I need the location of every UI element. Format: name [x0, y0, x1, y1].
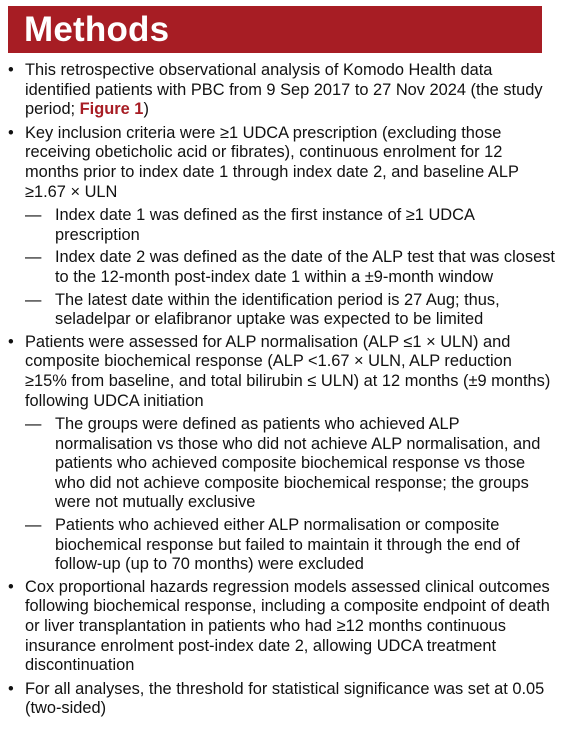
sub-bullet-index-date-2: [8, 248, 558, 287]
section-title: Methods: [24, 10, 170, 49]
bullet-text-end: ): [143, 100, 149, 119]
sub-bullet-latest-date: [8, 291, 558, 330]
methods-list: [8, 61, 558, 723]
bullet-marker: •: [8, 61, 14, 79]
bullet-text: This retrospective observational analysis of Komodo Health data identified patients with PBC from 9 Sep 2017 to 27 Nov 2024 (the study period;: [25, 61, 543, 119]
bullet-text: Key inclusion criteria were ≥1 UDCA prescription (excluding those receiving obeticholic acid or fibrates), continuous enrolment for 12 months prior to index date 1 through index date 2, and baseline ALP ≥1.67 × ULN: [25, 123, 519, 201]
bullet-cox-models: [8, 578, 558, 676]
figure-1-link[interactable]: Figure 1: [79, 100, 144, 119]
sub-bullet-exclusions: [8, 516, 558, 575]
bullet-study-design: [8, 61, 558, 120]
bullet-text: Cox proportional hazards regression models assessed clinical outcomes following biochemical response, including a composite endpoint of death or liver transplantation in patients who had ≥12 months continuous insurance enrolment post-index date 2, allowing UDCA treatment discontinuation: [25, 577, 550, 675]
dash-marker: —: [25, 516, 42, 535]
sub-bullet-text: Index date 1 was defined as the first instance of ≥1 UDCA prescription: [55, 206, 474, 244]
bullet-marker: •: [8, 577, 14, 596]
sub-bullet-text: The latest date within the identification period is 27 Aug; thus, seladelpar or elafibranor uptake was expected to be limited: [55, 290, 500, 329]
dash-marker: —: [25, 415, 42, 434]
sub-bullet-index-date-1: [8, 206, 558, 245]
bullet-marker: •: [8, 123, 14, 142]
bullet-text: For all analyses, the threshold for statistical significance was set at 0.05 (two-sided): [25, 679, 545, 718]
dash-marker: —: [25, 290, 42, 309]
dash-marker: —: [25, 206, 42, 225]
dash-marker: —: [25, 248, 42, 267]
sub-bullet-text: The groups were defined as patients who achieved ALP normalisation vs those who did not achieve ALP normalisation, and patients who achieved composite biochemical response vs those who did not achieve composite biochemical response; the groups were not mutually exclusive: [55, 415, 541, 512]
section-header: [8, 6, 542, 53]
bullet-marker: •: [8, 679, 14, 698]
bullet-significance: [8, 680, 558, 719]
sub-bullet-text: Index date 2 was defined as the date of the ALP test that was closest to the 12-month post-index date 1 within a ±9-month window: [55, 248, 555, 286]
bullet-marker: •: [8, 332, 14, 351]
bullet-response-assessment: [8, 333, 558, 411]
bullet-text: Patients were assessed for ALP normalisation (ALP ≤1 × ULN) and composite biochemical response (ALP <1.67 × ULN, ALP reduction ≥15% from baseline, and total bilirubin ≤ ULN) at 12 months (±9 months) following UDCA initiation: [25, 332, 551, 410]
sub-bullet-groups: [8, 415, 558, 513]
sub-bullet-text: Patients who achieved either ALP normalisation or composite biochemical response but failed to maintain it through the end of follow-up (up to 70 months) were excluded: [55, 516, 520, 574]
bullet-inclusion-criteria: [8, 124, 558, 202]
